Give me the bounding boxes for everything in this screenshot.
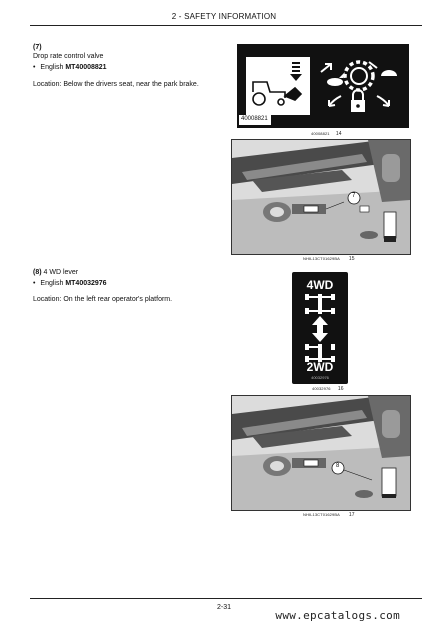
drive-mode-diagram <box>292 292 348 364</box>
section-8-part-line <box>33 279 107 288</box>
photo-1-callout: 7 <box>352 193 356 199</box>
figure-15-caption <box>303 256 355 262</box>
section-8-part-number: MT40032976 <box>65 280 107 287</box>
section-7-language: English <box>40 64 64 71</box>
two-wd-label: 2WD <box>306 360 334 374</box>
section-8-number: (8) <box>33 269 42 276</box>
section-7-number: (7) <box>33 44 42 51</box>
section-7-part-line <box>33 63 107 72</box>
up-down-arrow-icon <box>312 316 328 342</box>
four-wd-label: 4WD <box>306 278 334 292</box>
section-8-title: 4 WD lever <box>43 269 79 276</box>
footer-rule <box>30 598 422 599</box>
figure-15-number: 15 <box>348 256 355 262</box>
figure-14-id: 40008821 <box>311 131 330 136</box>
page-number: 2-31 <box>216 604 231 611</box>
figure-16-id: 40032976 <box>312 386 331 391</box>
figure-16-number: 16 <box>337 386 344 392</box>
photo-1-drawing <box>232 140 410 254</box>
figure-17-id: NHIL13CT01629BA <box>303 512 340 517</box>
figure-15-id: NHIL13CT01629BA <box>303 256 340 261</box>
figure-14-number: 14 <box>335 131 342 137</box>
bullet: • <box>33 280 36 287</box>
four-wd-axle-icon <box>305 294 335 314</box>
section-7-part-number: MT40008821 <box>65 64 107 71</box>
four-wd-decal <box>292 272 348 384</box>
figure-17-number: 17 <box>348 512 355 518</box>
figure-17-caption <box>303 512 355 518</box>
page-header: 2 - SAFETY INFORMATION <box>171 12 277 21</box>
watermark-url[interactable]: www.epcatalogs.com <box>275 609 400 622</box>
section-7-location: Location: Below the drivers seat, near the park brake. <box>33 81 199 88</box>
seat-area-photo-2 <box>231 395 411 511</box>
photo-2-drawing <box>232 396 410 510</box>
header-rule <box>30 25 422 26</box>
section-8-heading <box>33 268 78 277</box>
bullet: • <box>33 64 36 71</box>
section-7-title: Drop rate control valve <box>33 53 104 60</box>
section-8-location: Location: On the left rear operator's platform. <box>33 296 173 303</box>
section-8-language: English <box>40 280 64 287</box>
figure-16-caption <box>312 386 344 392</box>
decal-1-label: 40008821 <box>241 116 268 122</box>
decal-2-label: 40032976 <box>311 375 329 380</box>
figure-14-caption <box>311 131 342 137</box>
photo-2-callout: 8 <box>336 463 340 469</box>
seat-area-photo-1 <box>231 139 411 255</box>
